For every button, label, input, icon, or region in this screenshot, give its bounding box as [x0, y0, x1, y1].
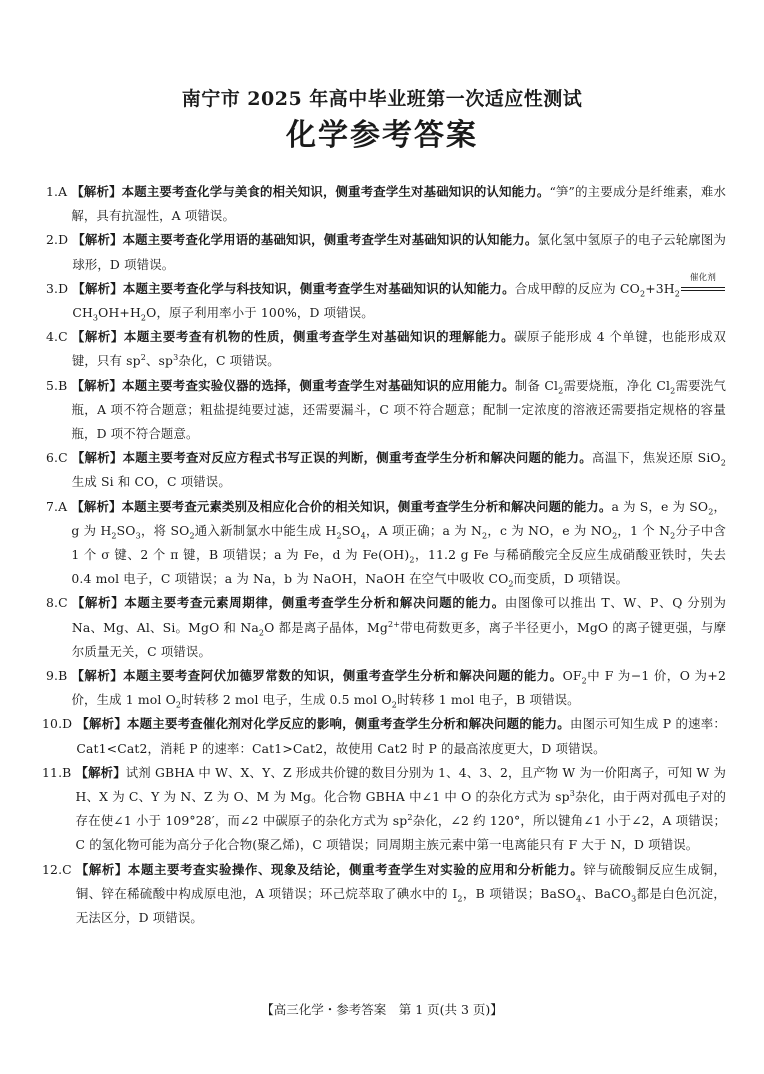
answer-number: 5.B: [46, 377, 68, 393]
analysis-heading: 【解析】本题主要考查阿伏加德罗常数的知识，侧重考查学生分析和解决问题的能力。: [71, 668, 563, 684]
document-title: 化学参考答案: [286, 118, 478, 153]
answer-item-1: [46, 180, 726, 228]
answer-item-9: [46, 664, 726, 712]
analysis-text: 由图示可知生成 P 的速率：Cat1<Cat2，消耗 P 的速率：Cat1>Cat2，故使用 Cat2 时 P 的最高浓度更大，D 项错误。: [76, 716, 726, 756]
analysis-heading: 【解析】本题主要考查对反应方程式书写正误的判断，侧重考查学生分析和解决问题的能力。: [71, 450, 592, 466]
answer-number: 7.A: [46, 498, 68, 514]
answer-item-12: [42, 858, 726, 931]
answer-item-11: [42, 761, 726, 858]
analysis-heading: 【解析】本题主要考查化学与美食的相关知识，侧重考查学生对基础知识的认知能力。: [71, 184, 550, 199]
answer-list: [42, 180, 727, 930]
analysis-heading: 【解析】本题主要考查催化剂对化学反应的影响，侧重考查学生分析和解决问题的能力。: [76, 716, 570, 732]
analysis-text: 碳原子能形成 4 个单键，也能形成双键，只有 $sp^2$、$sp^3$杂化，C 项错误。: [71, 329, 726, 369]
analysis-heading: 【解析】本题主要考查元素周期律，侧重考查学生分析和解决问题的能力。: [71, 595, 505, 611]
answer-number: 3.D: [46, 280, 69, 296]
analysis-heading: 【解析】本题主要考查实验仪器的选择，侧重考查学生对基础知识的应用能力。: [71, 377, 515, 393]
analysis-heading: 【解析】本题主要考查元素类别及相应化合价的相关知识，侧重考查学生分析和解决问题的能力。: [71, 498, 612, 514]
answer-number: 6.C: [46, 450, 68, 466]
analysis-text: 合成甲醇的反应为 $CO_2+3H_2$ 催化剂 $CH_3OH+H_2O$，原子利用率小于 100%，D 项错误。: [72, 281, 726, 320]
analysis-heading: 【解析】本题主要考查有机物的性质，侧重考查学生对基础知识的理解能力。: [71, 329, 515, 345]
analysis-text: “笋”的主要成分是纤维素，难水解，具有抗湿性，A 项错误。: [71, 184, 727, 224]
answer-item-7: [46, 495, 726, 592]
answer-item-5: [46, 374, 726, 447]
answer-item-10: [42, 712, 726, 760]
answer-number: 2.D: [46, 232, 69, 248]
analysis-text: 氯化氢中氢原子的电子云轮廓图为球形，D 项错误。: [72, 232, 726, 272]
analysis-text: a 为 S，e 为 $SO_2$，g 为 $H_2SO_3$，将 $SO_2$通入新制氯水中能生成 $H_2SO_4$，A 项正确；a 为 $N_2$，c 为 NO，e 为 $NO_2$，1 个 $N_2$分子中含 1 个 σ 键、2 个 π 键，B 项错误；a 为 Fe，d 为 $Fe(OH)_2$，11.2 g Fe 与稀硝酸完全反应生成硝酸亚铁时，失去 0.4 mol 电子，C 项错误；a 为 Na，b 为 NaOH，NaOH 在空气中吸收 $CO_2$而变质，D 项错误。: [71, 498, 726, 589]
answer-number: 12.C: [42, 861, 72, 877]
answer-number: 9.B: [46, 668, 68, 684]
answer-number: 10.D: [42, 716, 73, 732]
answer-number: 8.C: [46, 595, 68, 611]
analysis-text: 高温下，焦炭还原 SiO$_2$生成 Si 和 CO，C 项错误。: [71, 450, 726, 490]
catalyst-label: 催化剂: [690, 273, 716, 284]
answer-item-4: [46, 325, 726, 373]
analysis-text: 制备 $Cl_2$需要烧瓶，净化 $Cl_2$需要洗气瓶，A 项不符合题意；粗盐提纯要过滤，还需要漏斗，C 项不符合题意；配制一定浓度的溶液还需要指定规格的容量瓶，D 项不符合题意。: [71, 377, 726, 442]
analysis-text: 试剂 GBHA 中 W、X、Y、Z 形成共价键的数目分别为 1、4、3、2，且产物 W 为一价阳离子，可知 W 为 H、X 为 C、Y 为 N、Z 为 O、M 为 Mg。化合物 GBHA 中∠1 中 O 的杂化方式为 $sp^3$杂化，由于两对孤电子对的存在使∠1 小于 109°28′，而∠2 中碳原子的杂化方式为 $sp^2$杂化，∠2 约 120°，所以键角∠1 小于∠2，A 项错误；C 的氢化物可能为高分子化合物(聚乙烯)，C 项错误；同周期主族元素中第一电离能只有 F 大于 N，D 项错误。: [75, 764, 726, 853]
analysis-text: 由图像可以推出 T、W、P、Q 分别为 Na、Mg、Al、Si。MgO 和 $Na_2O$ 都是离子晶体，$Mg^{2+}$带电荷数更多，离子半径更小，MgO 的离子键更强，与摩尔质量无关，C 项错误。: [71, 595, 726, 659]
answer-number: 11.B: [42, 764, 72, 780]
answer-item-8: [46, 591, 726, 664]
page-footer: 【高三化学・参考答案 第 1 页(共 3 页)】: [261, 1002, 503, 1017]
answer-item-3: [46, 273, 726, 325]
reaction-arrow: [681, 273, 725, 296]
answer-item-6: [46, 446, 726, 494]
analysis-heading: 【解析】: [75, 764, 126, 780]
answer-number: 1.A: [46, 184, 68, 199]
exam-title: 南宁市 2025 年高中毕业班第一次适应性测试: [181, 88, 583, 110]
answer-number: 4.C: [46, 329, 68, 345]
analysis-text: 锌与硫酸铜反应生成铜，铜、锌在稀硫酸中构成原电池，A 项错误；环己烷萃取了碘水中的 $I_2$，B 项错误；BaSO$_4$、BaCO$_3$都是白色沉淀，无法区分，D 项错误。: [75, 861, 726, 926]
analysis-text: $OF_2$中 F 为−1 价，O 为+2 价，生成 1 mol $O_2$时转移 2 mol 电子，生成 0.5 mol $O_2$时转移 1 mol 电子，B 项错误。: [71, 668, 727, 710]
analysis-heading: 【解析】本题主要考查化学与科技知识，侧重考查学生对基础知识的认知能力。: [72, 280, 515, 296]
answer-item-2: [46, 228, 726, 276]
analysis-heading: 【解析】本题主要考查实验操作、现象及结论，侧重考查学生对实验的应用和分析能力。: [75, 861, 584, 877]
analysis-heading: 【解析】本题主要考查化学用语的基础知识，侧重考查学生对基础知识的认知能力。: [72, 232, 538, 248]
